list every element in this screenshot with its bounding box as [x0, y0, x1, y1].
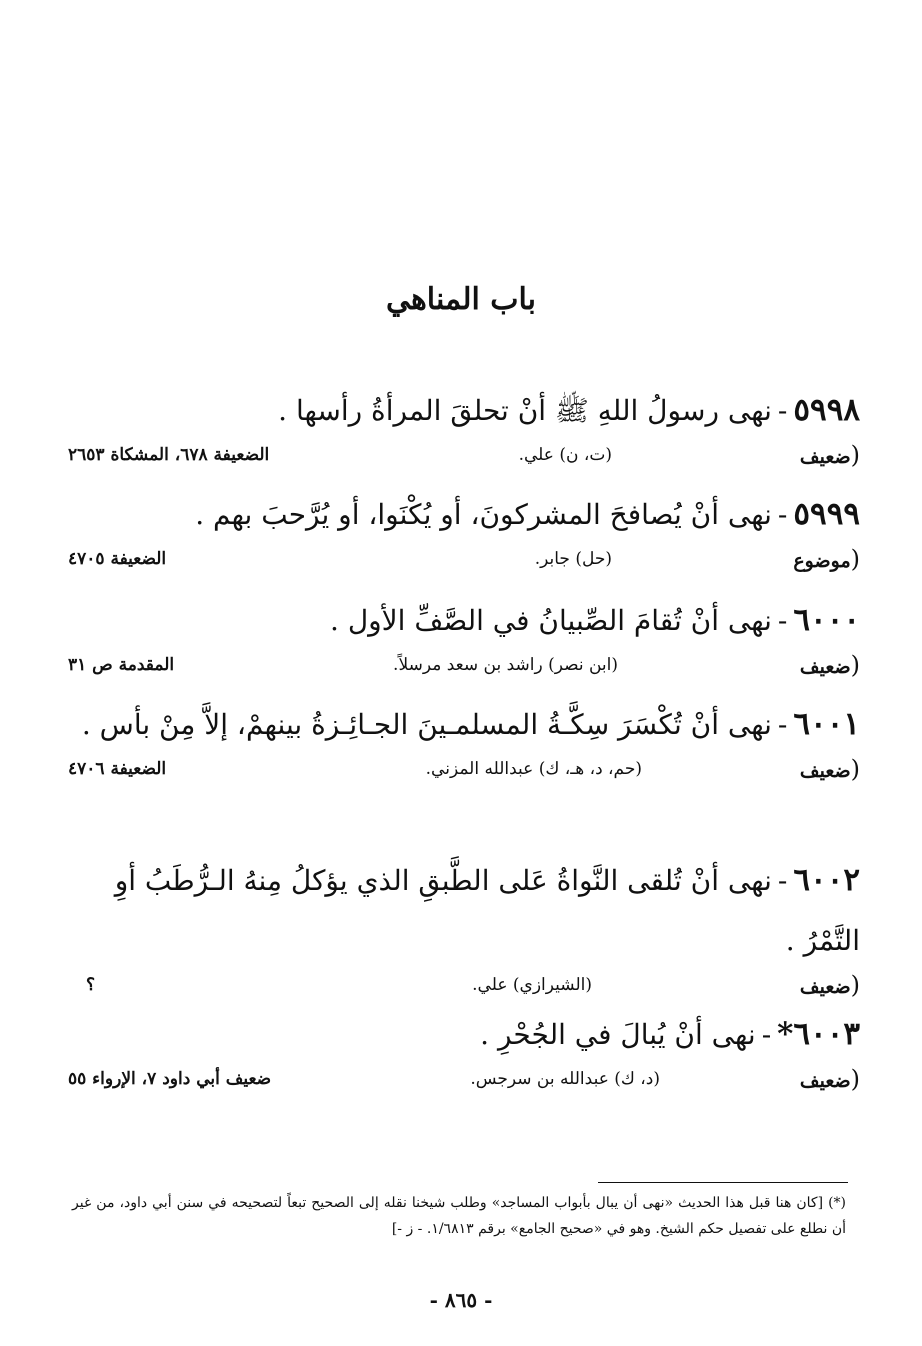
hadith-entry [68, 590, 860, 695]
hadith-grade: ( ضعيف [800, 441, 860, 469]
hadith-grade: ( ضعيف [800, 755, 860, 783]
hadith-entry [68, 380, 860, 485]
hadith-entry [68, 694, 860, 799]
hadith-grade: ( موضوع [793, 545, 860, 573]
hadith-source: (الشيرازي) علي. [472, 975, 592, 995]
hadith-grade: ( ضعيف [800, 1065, 860, 1093]
hadith-source: (د، ك) عبدالله بن سرجس. [470, 1069, 660, 1089]
footnote: (*) [كان هنا قبل هذا الحديث «نهى أن يبال بأبواب المساجد» وطلب شيخنا نقله إلى الصحيح تبعاً لتصحيحه في سنن أبي داود، من غير أن نطلع على تفصيل حكم الشيخ. وهو في «صحيح الجامع» برقم ١/٦٨١٣. - ز -] [72, 1195, 846, 1237]
hadith-grade: ( ضعيف [800, 971, 860, 999]
hadith-number: ٦٠٠١ [793, 706, 860, 742]
hadith-meta [68, 651, 860, 695]
hadith-source: (حل) جابر. [534, 549, 612, 569]
hadith-text: نهى أنْ تُقامَ الصِّبيانُ في الصَّفِّ الأول . [330, 604, 772, 637]
hadith-reference: الضعيفة ٤٧٠٥ [68, 549, 167, 569]
hadith-number: ٥٩٩٨ [793, 392, 860, 428]
footnote-divider [598, 1182, 848, 1183]
hadith-text-line: ٥٩٩٩-نهى أنْ يُصافحَ المشركونَ، أو يُكْنَوا، أو يُرَّحبَ بهم . [195, 496, 860, 532]
hadith-entry [68, 850, 860, 1015]
page-number: - ٨٦٥ - [429, 1288, 493, 1312]
hadith-text-line: ٦٠٠١-نهى أنْ تُكْسَرَ سِكَّـةُ المسلمـينَ الجـائِـزةُ بينهمْ، إلاَّ مِنْ بأس . [81, 706, 860, 742]
hadith-text: نهى أنْ تُلقى النَّواةُ عَلى الطَّبقِ الذي يؤكلُ مِنهُ الـرُّطَبُ أوِ التَّمْرُ . [114, 864, 860, 957]
hadith-reference: المقدمة ص ٣١ [68, 655, 175, 675]
hadith-entry [68, 1004, 860, 1109]
hadith-number: ٦٠٠٠ [793, 602, 860, 638]
hadith-reference: الضعيفة ٦٧٨، المشكاة ٢٦٥٣ [68, 445, 270, 465]
hadith-source: (ت، ن) علي. [518, 445, 612, 465]
hadith-reference: الضعيفة ٤٧٠٦ [68, 759, 167, 779]
hadith-source: (حم، د، هـ، ك) عبدالله المزني. [425, 759, 642, 779]
hadith-entry [68, 484, 860, 589]
chapter-title: باب المناهي [385, 282, 536, 317]
hadith-grade: ( ضعيف [800, 651, 860, 679]
hadith-text: نهى رسولُ اللهِ ﷺ أنْ تحلقَ المرأةُ رأسها . [278, 394, 772, 427]
hadith-text-line: ٦٠٠٢-نهى أنْ تُلقى النَّواةُ عَلى الطَّبقِ الذي يؤكلُ مِنهُ الـرُّطَبُ أوِ التَّمْرُ . [114, 862, 860, 957]
hadith-reference: ؟ [86, 975, 96, 995]
hadith-text-line: ٦٠٠٣*-نهى أنْ يُبالَ في الجُحْرِ . [480, 1016, 860, 1052]
hadith-number: ٦٠٠٢ [793, 862, 860, 898]
hadith-meta [68, 545, 860, 589]
hadith-number: ٥٩٩٩ [793, 496, 860, 532]
hadith-source: (ابن نصر) راشد بن سعد مرسلاً. [393, 655, 618, 675]
hadith-text: نهى أنْ يُبالَ في الجُحْرِ . [480, 1018, 756, 1051]
hadith-meta [68, 755, 860, 799]
hadith-number: ٦٠٠٣* [777, 1016, 860, 1052]
hadith-text-line: ٥٩٩٨-نهى رسولُ اللهِ ﷺ أنْ تحلقَ المرأةُ رأسها . [278, 392, 860, 428]
hadith-text: نهى أنْ تُكْسَرَ سِكَّـةُ المسلمـينَ الجـائِـزةُ بينهمْ، إلاَّ مِنْ بأس . [81, 708, 772, 741]
hadith-reference: ضعيف أبي داود ٧، الإرواء ٥٥ [68, 1069, 272, 1089]
hadith-text-line: ٦٠٠٠-نهى أنْ تُقامَ الصِّبيانُ في الصَّفِّ الأول . [330, 602, 860, 638]
hadith-text: نهى أنْ يُصافحَ المشركونَ، أو يُكْنَوا، أو يُرَّحبَ بهم . [195, 498, 772, 531]
hadith-meta [68, 1065, 860, 1109]
hadith-meta [68, 441, 860, 485]
